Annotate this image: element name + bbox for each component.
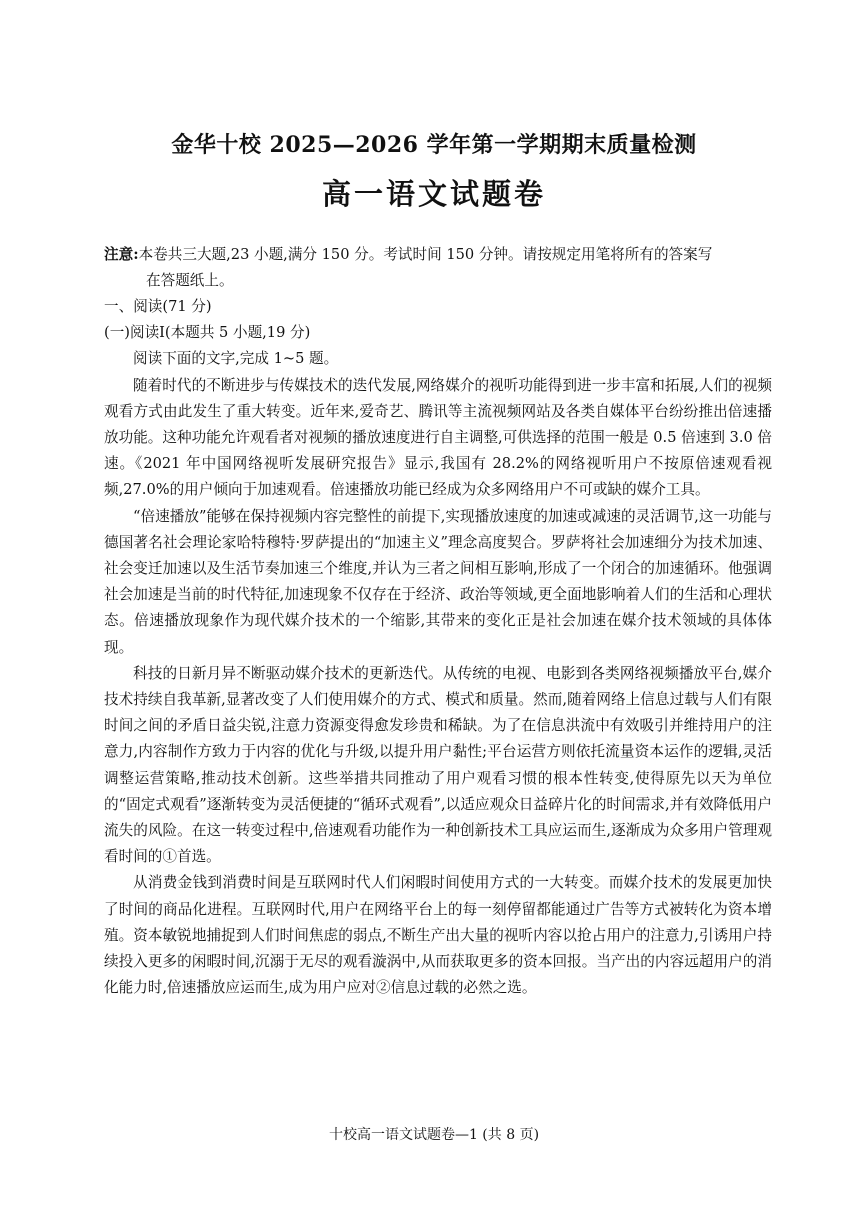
page-footer: 十校高一语文试题卷—1 (共 8 页) bbox=[328, 1127, 540, 1143]
exam-title: 金华十校 2025—2026 学年第一学期期末质量检测 bbox=[171, 132, 697, 158]
notice-block bbox=[104, 242, 772, 294]
section-heading: 一、阅读(71 分) bbox=[104, 298, 212, 315]
passage-paragraph-1: 随着时代的不断进步与传媒技术的迭代发展,网络媒介的视听功能得到进一步丰富和拓展,人们的视频观看方式由此发生了重大转变。近年来,爱奇艺、腾讯等主流视频网站及各类自媒体平台纷纷推出倍速播放功能。这种功能允许观看者对视频的播放速度进行自主调整,可供选择的范围一般是 0.5 倍速到 3.0 倍速。《2021 年中国网络视听发展研究报告》显示,我国有 28.2%的网络视听用户不按原倍速观看视频,27.0%的用户倾向于加速观看。倍速播放功能已经成为众多网络用户不可或缺的媒介工具。 bbox=[104, 376, 772, 499]
notice-label: 注意: bbox=[104, 246, 139, 263]
notice-text-2: 在答题纸上。 bbox=[146, 272, 234, 290]
reading-instruction: 阅读下面的文字,完成 1~5 题。 bbox=[133, 350, 339, 368]
notice-text-1: 本卷共三大题,23 小题,满分 150 分。考试时间 150 分钟。请按规定用笔将所有的答案写 bbox=[138, 246, 713, 263]
passage-paragraph-3: 科技的日新月异不断驱动媒介技术的更新迭代。从传统的电视、电影到各类网络视频播放平台,媒介技术持续自我革新,显著改变了人们使用媒介的方式、模式和质量。然而,随着网络上信息过载与人们有限时间之间的矛盾日益尖锐,注意力资源变得愈发珍贵和稀缺。为了在信息洪流中有效吸引并维持用户的注意力,内容制作方致力于内容的优化与升级,以提升用户黏性;平台运营方则依托流量资本运作的逻辑,灵活调整运营策略,推动技术创新。这些举措共同推动了用户观看习惯的根本性转变,使得原先以天为单位的“固定式观看”逐渐转变为灵活便捷的“循环式观看”,以适应观众日益碎片化的时间需求,并有效降低用户流失的风险。在这一转变过程中,倍速观看功能作为一种创新技术工具应运而生,逐渐成为众多用户管理观看时间的①首选。 bbox=[104, 664, 772, 866]
reading-section bbox=[104, 294, 772, 1001]
exam-subtitle: 高一语文试题卷 bbox=[321, 177, 546, 211]
passage-paragraph-4: 从消费金钱到消费时间是互联网时代人们闲暇时间使用方式的一大转变。而媒介技术的发展更加快了时间的商品化进程。互联网时代,用户在网络平台上的每一刻停留都能通过广告等方式被转化为资本增殖。资本敏锐地捕捉到人们时间焦虑的弱点,不断生产出大量的视听内容以抢占用户的注意力,引诱用户持续投入更多的闲暇时间,沉溺于无尽的观看漩涡中,从而获取更多的资本回报。当产出的内容远超用户的消化能力时,倍速播放应运而生,成为用户应对②信息过载的必然之选。 bbox=[104, 874, 772, 997]
subsection-heading: (一)阅读Ⅰ(本题共 5 小题,19 分) bbox=[104, 324, 311, 342]
passage-paragraph-2: “倍速播放”能够在保持视频内容完整性的前提下,实现播放速度的加速或减速的灵活调节,这一功能与德国著名社会理论家哈特穆特·罗萨提出的“加速主义”理念高度契合。罗萨将社会加速细分为技术加速、社会变迁加速以及生活节奏加速三个维度,并认为三者之间相互影响,形成了一个闭合的加速循环。他强调社会加速是当前的时代特征,加速现象不仅存在于经济、政治等领域,更全面地影响着人们的生活和心理状态。倍速播放现象作为现代媒介技术的一个缩影,其带来的变化正是社会加速在媒介技术领域的具体体现。 bbox=[104, 507, 772, 656]
